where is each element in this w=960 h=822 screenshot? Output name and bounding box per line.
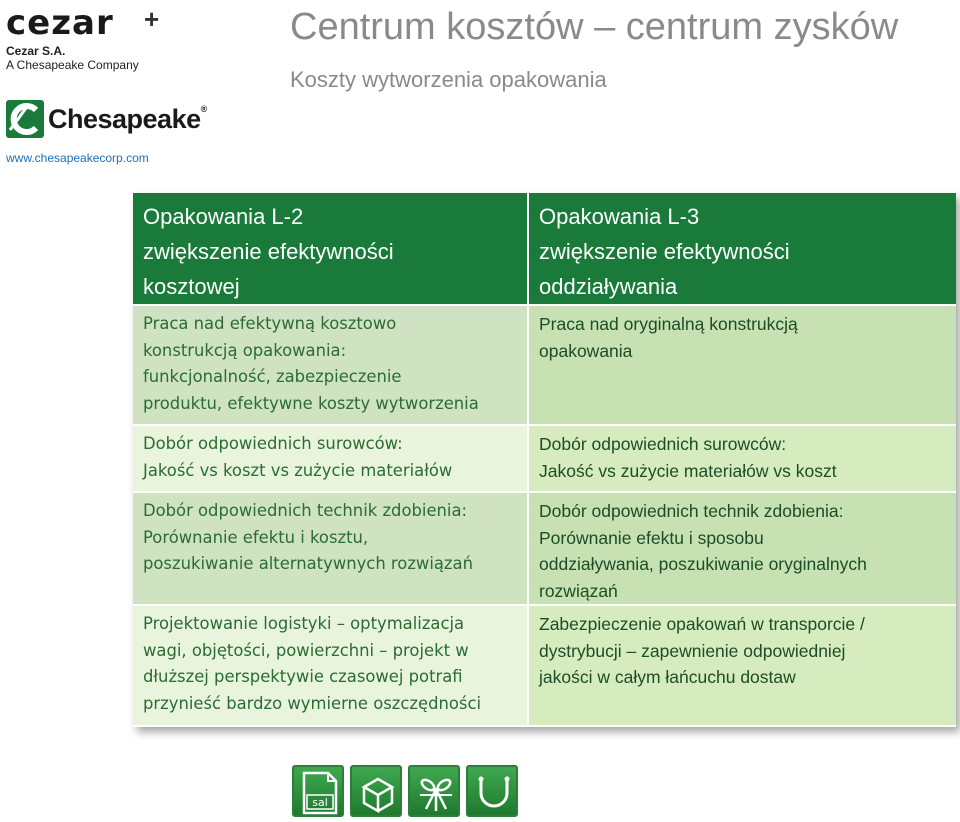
comparison-table: [133, 193, 956, 727]
cezar-tagline: A Chesapeake Company: [6, 58, 139, 72]
left-header: Opakowania L-2 zwiększenie efektywności kosztowej: [133, 193, 529, 306]
page-title: Centrum kosztów – centrum zysków: [290, 6, 899, 48]
page-subtitle: Koszty wytworzenia opakowania: [290, 67, 607, 92]
right-row-materials: Dobór odpowiednich surowców: Jakość vs zużycie materiałów vs koszt: [529, 426, 956, 493]
left-row-materials: Dobór odpowiednich surowców: Jakość vs koszt vs zużycie materiałów: [133, 426, 529, 493]
plus-icon: +: [144, 4, 160, 34]
sal-document-icon[interactable]: [292, 765, 344, 817]
right-row-construction: Praca nad oryginalną konstrukcją opakowania: [529, 306, 956, 426]
hanger-hook-icon[interactable]: [466, 765, 518, 817]
icon-toolbar: [292, 765, 518, 817]
chesapeake-logo: [6, 100, 207, 138]
chesapeake-name: Chesapeake®: [48, 103, 207, 134]
right-row-decoration: Dobór odpowiednich technik zdobienia: Porównanie efektu i sposobu oddziaływania, poszukiwanie oryginalnych rozwiązań: [529, 493, 956, 606]
cezar-company-name: Cezar S.A.: [6, 44, 66, 58]
svg-text:sal: sal: [312, 796, 328, 809]
right-header: Opakowania L-3 zwiększenie efektywności oddziaływania: [529, 193, 956, 306]
right-row-logistics: Zabezpieczenie opakowań w transporcie / dystrybucji – zapewnienie odpowiedniej jakości w całym łańcuchu dostaw: [529, 606, 956, 725]
left-row-logistics: Projektowanie logistyki – optymalizacja wagi, objętości, powierzchni – projekt w dłuższej perspektywie czasowej potrafi przynieść bardzo wymierne oszczędności: [133, 606, 529, 725]
chesapeake-url-link[interactable]: www.chesapeakecorp.com: [6, 151, 149, 165]
chesapeake-mark-icon: [6, 100, 44, 138]
left-row-construction: Praca nad efektywną kosztowo konstrukcją opakowania: funkcjonalność, zabezpieczenie produktu, efektywne koszty wytworzenia: [133, 306, 529, 426]
ribbon-bow-icon[interactable]: [408, 765, 460, 817]
cezar-logo: [6, 3, 160, 72]
box-icon[interactable]: [350, 765, 402, 817]
left-row-decoration: Dobór odpowiednich technik zdobienia: Porównanie efektu i kosztu, poszukiwanie alternatywnych rozwiązań: [133, 493, 529, 606]
cezar-wordmark: cezar: [6, 3, 114, 43]
